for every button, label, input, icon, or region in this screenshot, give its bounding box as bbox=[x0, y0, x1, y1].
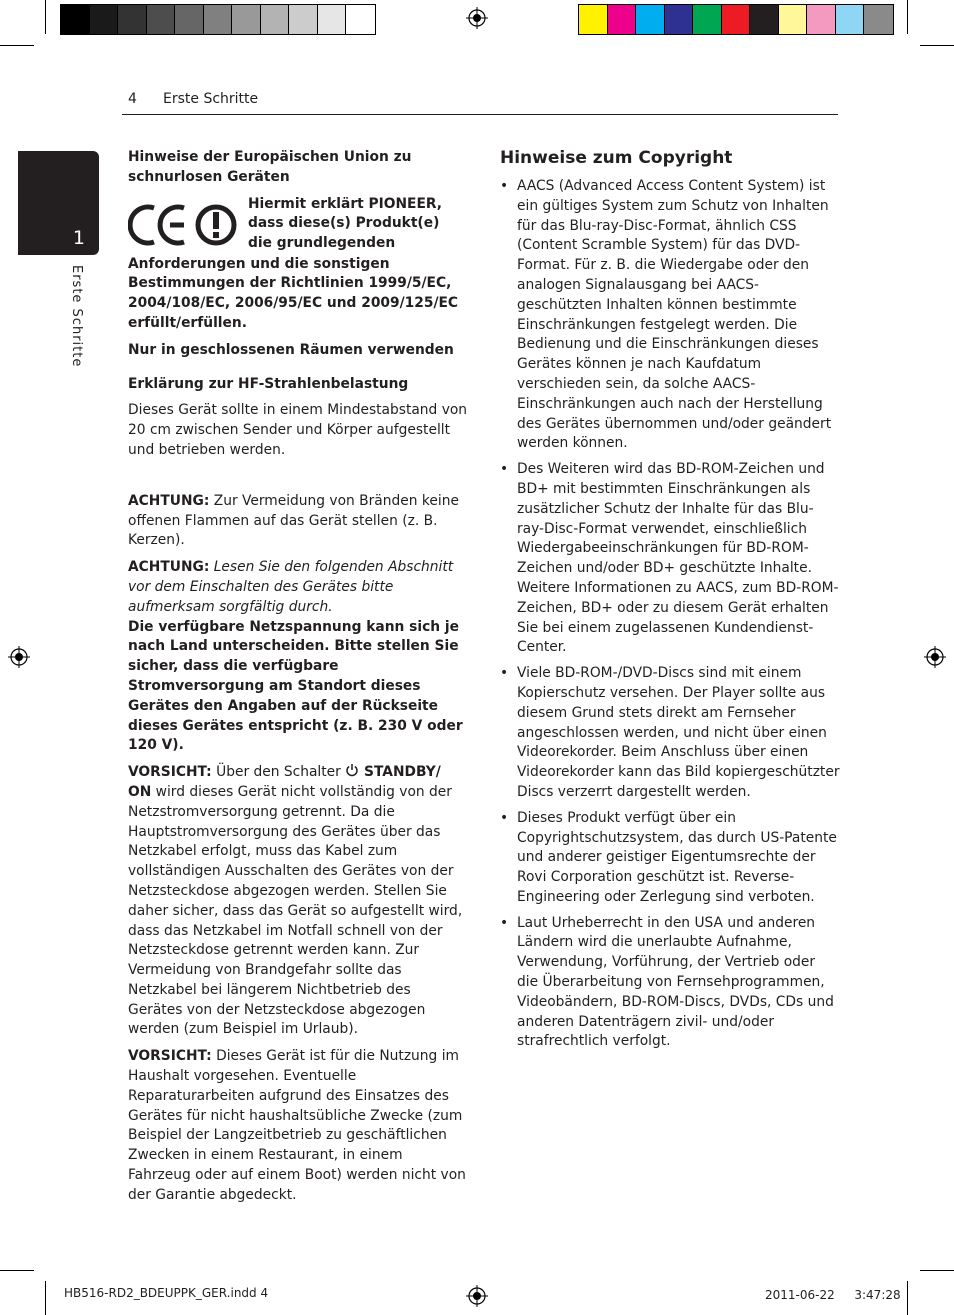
indoor-only-note: Nur in geschlossenen Räumen verwenden bbox=[128, 341, 454, 358]
list-item bbox=[500, 809, 840, 908]
caution-label: VORSICHT: bbox=[128, 1048, 212, 1065]
power-icon bbox=[345, 763, 359, 777]
list-item bbox=[500, 177, 840, 454]
alert-mark-icon bbox=[194, 203, 238, 247]
standby-label: STANDBY/ ON bbox=[128, 764, 441, 800]
caution-text: Dieses Gerät ist für die Nutzung im Haushalt vorgesehen. Eventuelle Reparaturarbeiten aufgrund des Einsatzes des Gerätes für nicht haushaltsübliche Zwecke (zum Beispiel der Langzeitbetrieb zu geschäftlichen Zwecken in einem Restaurant, in einem Fahrzeug oder auf einem Boot) werden nicht von der Garantie abgedeckt. bbox=[128, 1048, 466, 1203]
caution-pre: Über den Schalter bbox=[211, 764, 346, 781]
color-swatch bbox=[579, 5, 608, 34]
color-swatch bbox=[836, 5, 865, 34]
registration-mark-icon bbox=[8, 646, 30, 668]
slug-timestamp: 2011-06-22 3:47:28 bbox=[765, 1288, 901, 1302]
bullet-icon: • bbox=[500, 809, 509, 826]
color-swatch bbox=[693, 5, 722, 34]
registration-mark-icon bbox=[924, 646, 946, 668]
warning-label: ACHTUNG: bbox=[128, 559, 210, 576]
color-swatch bbox=[90, 5, 119, 34]
bullet-icon: • bbox=[500, 665, 509, 682]
color-swatch bbox=[61, 5, 90, 34]
copyright-list bbox=[500, 177, 840, 1058]
slug-filename: HB516-RD2_BDEUPPK_GER.indd 4 bbox=[64, 1286, 269, 1300]
eu-heading: Hinweise der Europäischen Union zu schnurlosen Geräten bbox=[128, 149, 412, 185]
list-item bbox=[500, 914, 840, 1053]
color-swatch bbox=[261, 5, 290, 34]
page-number: 4 bbox=[128, 91, 137, 107]
color-swatch bbox=[750, 5, 779, 34]
color-swatch bbox=[722, 5, 751, 34]
warning-label: ACHTUNG: bbox=[128, 492, 210, 509]
ce-declaration bbox=[128, 195, 468, 255]
hf-heading: Erklärung zur HF-Strahlenbelastung bbox=[128, 375, 409, 392]
ce-mark-icon bbox=[128, 202, 188, 248]
chapter-label: Erste Schritte bbox=[69, 265, 84, 368]
caution-household bbox=[128, 1047, 468, 1205]
warning-text: Zur Vermeidung von Bränden keine offenen Flammen auf das Gerät stellen (z. B. Kerzen). bbox=[128, 492, 459, 549]
color-swatch bbox=[636, 5, 665, 34]
running-title: Erste Schritte bbox=[163, 91, 259, 107]
copyright-heading: Hinweise zum Copyright bbox=[500, 148, 733, 168]
caution-label: VORSICHT: bbox=[128, 764, 212, 781]
color-swatch bbox=[175, 5, 204, 34]
crop-mark bbox=[920, 45, 954, 46]
list-item bbox=[500, 460, 840, 658]
bullet-icon: • bbox=[500, 178, 509, 194]
color-swatch bbox=[232, 5, 261, 34]
header-rule bbox=[122, 114, 838, 115]
warning-read bbox=[128, 558, 468, 617]
registration-mark-icon bbox=[466, 1285, 488, 1307]
bullet-icon: • bbox=[500, 914, 509, 931]
ce-marks bbox=[128, 195, 248, 255]
process-color-bar bbox=[578, 4, 894, 35]
list-item-text: Laut Urheberrecht in den USA und anderen Ländern wird die unerlaubte Aufnahme, Verwendung, Vorführung, der Vertrieb oder die Überarbeitung von Fernsehprogrammen, Videobändern, BD-ROM-Discs, DVDs, CDs und anderen Datenträgern zivil- und/oder strafrechtlich verfolgt. bbox=[517, 914, 834, 1050]
bullet-icon: • bbox=[500, 461, 509, 478]
declaration-rest: Anforderungen und die sonstigen Bestimmungen der Richtlinien 1999/5/EC, 2004/108/EC, 2006/95/EC und 2009/125/EC erfüllt/erfüllen. bbox=[128, 255, 459, 331]
caution-standby bbox=[128, 763, 468, 1040]
list-item bbox=[500, 664, 840, 803]
voltage-note: Die verfügbare Netzspannung kann sich je nach Land unterscheiden. Bitte stellen Sie sicher, dass die verfügbare Stromversorgung am Standort dieses Gerätes den Angaben auf der Rückseite dieses Gerätes entspricht (z. B. 230 V oder 120 V). bbox=[128, 618, 463, 754]
color-swatch bbox=[665, 5, 694, 34]
crop-mark bbox=[907, 0, 908, 34]
color-swatch bbox=[147, 5, 176, 34]
crop-mark bbox=[45, 0, 46, 34]
color-swatch bbox=[864, 5, 893, 34]
crop-mark bbox=[0, 45, 34, 46]
registration-mark-icon bbox=[466, 7, 488, 29]
caution-text: wird dieses Gerät nicht vollständig von der Netzstromversorgung getrennt. Da die Hauptstromversorgung des Gerätes über das Netzkabel erfolgt, muss das Kabel zum vollständigen Ausschalten des Gerätes von der Netzsteckdose abgezogen werden. Stellen Sie daher sicher, dass das Gerät so aufgestellt wird, dass das Netzkabel im Notfall schnell von der Netzsteckdose getrennt werden kann. Zur Vermeidung von Brandgefahr sollte das Netzkabel bei längerem Nichtbetrieb des Gerätes von der Netzsteckdose abgezogen werden (zum Beispiel im Urlaub). bbox=[128, 783, 463, 1038]
color-swatch bbox=[318, 5, 347, 34]
list-item-text: AACS (Advanced Access Content System) ist ein gültiges System zum Schutz von Inhalten für das Blu-ray-Disc-Format, ähnlich CSS (Content Scramble System) für das DVD-Format. Für z. B. die Wiedergabe oder den analogen Signalausgang bei AACS-geschützten Inhalten können bestimmte Einschränkungen festgelegt werden. Die Bedienung und die Einschränkungen dieses Gerätes können je nach Kaufdatum verschieden sein, da solche AACS-Einschränkungen auch nach der Herstellung des Gerätes übernommen und/oder geändert werden können. bbox=[517, 178, 832, 452]
grayscale-color-bar bbox=[60, 4, 376, 35]
chapter-tab bbox=[18, 151, 99, 255]
crop-mark bbox=[45, 1281, 46, 1315]
crop-mark bbox=[907, 1281, 908, 1315]
color-swatch bbox=[608, 5, 637, 34]
color-swatch bbox=[204, 5, 233, 34]
warning-text: Lesen Sie den folgenden Abschnitt vor dem Einschalten des Gerätes bitte aufmerksam sorgfältig durch. bbox=[128, 559, 454, 615]
hf-text: Dieses Gerät sollte in einem Mindestabstand von 20 cm zwischen Sender und Körper aufgestellt und betrieben werden. bbox=[128, 402, 468, 458]
color-swatch bbox=[779, 5, 808, 34]
list-item-text: Des Weiteren wird das BD-ROM-Zeichen und BD+ mit bestimmten Einschränkungen als zusätzlicher Schutz der Inhalte für das Blu-ray-Disc-Format verwendet, einschließlich Wiedergabeeinschränkungen für BD-ROM-Zeichen und/oder BD+ geschützte Inhalte. Weitere Informationen zu AACS, zum BD-ROM-Zeichen, BD+ oder zu diesem Gerät erhalten Sie bei einem zugelassenen Kundendienst-Center. bbox=[517, 461, 839, 656]
left-column bbox=[128, 148, 468, 1206]
chapter-number: 1 bbox=[72, 227, 85, 249]
color-swatch bbox=[289, 5, 318, 34]
color-swatch bbox=[346, 5, 375, 34]
crop-mark bbox=[0, 1270, 34, 1271]
list-item-text: Viele BD-ROM-/DVD-Discs sind mit einem Kopierschutz versehen. Der Player sollte aus diesem Grund stets direkt am Fernseher angeschlossen werden, und nicht über einen Videorekorder. Beim Anschluss über einen Videorekorder kann das Bild kopiergeschützter Discs verzerrt dargestellt werden. bbox=[517, 665, 840, 800]
crop-mark bbox=[920, 1270, 954, 1271]
declaration-short: Hiermit erklärt PIONEER, dass diese(s) Produkt(e) die grundlegenden bbox=[248, 195, 443, 252]
color-swatch bbox=[807, 5, 836, 34]
color-swatch bbox=[118, 5, 147, 34]
list-item-text: Dieses Produkt verfügt über ein Copyrightschutzsystem, das durch US-Patente und anderer geistiger Eigentumsrechte der Rovi Corporation geschützt ist. Reverse-Engineering oder Zerlegung sind verboten. bbox=[517, 809, 837, 905]
warning-fire bbox=[128, 492, 468, 551]
